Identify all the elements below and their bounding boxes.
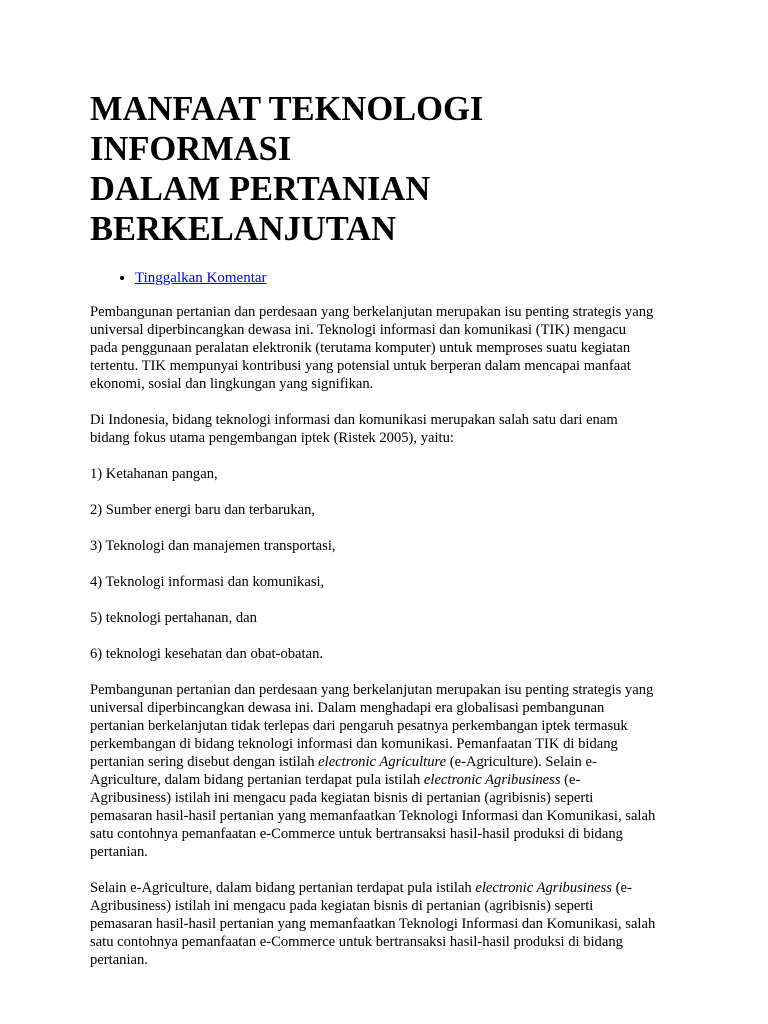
term-electronic-agribusiness: electronic Agribusiness — [423, 772, 561, 788]
title-line-2: DALAM PERTANIAN BERKELANJUTAN — [90, 170, 431, 248]
page-title — [90, 89, 688, 249]
focus-item-6: 6) teknologi kesehatan dan obat-obatan. — [90, 646, 324, 662]
post-meta-item — [135, 269, 688, 287]
article-body — [90, 303, 688, 969]
term-electronic-agriculture: electronic Agriculture — [318, 754, 447, 770]
term-electronic-agribusiness: electronic Agribusiness — [475, 880, 612, 896]
paragraph-intro: Pembangunan pertanian dan perdesaan yang berkelanjutan merupakan isu penting strategis yang universal diperbincangkan dewasa ini. Teknologi informasi dan komunikasi (TIK) mengacu pada penggunaan peralatan elektronik (terutama komputer) untuk memproses suatu kegiatan tertentu. TIK mempunyai kontribusi yang potensial untuk berperan dalam mencapai manfaat ekonomi, sosial dan lingkungan yang signifikan. — [90, 304, 654, 392]
leave-comment-link[interactable]: Tinggalkan Komentar — [135, 270, 267, 286]
paragraph-e-agribusiness: Selain e-Agriculture, dalam bidang pertanian terdapat pula istilah electronic Agribusiness (e- Agribusiness) istilah ini mengacu pada kegiatan bisnis di pertanian (agribisnis) seperti pemasaran hasil-hasil pertanian yang memanfaatkan Teknologi Informasi dan Komunikasi, salah satu contohnya pemanfaatan e-Commerce untuk bertransaksi hasil-hasil produksi di bidang pertanian. — [90, 880, 656, 968]
focus-item-1: 1) Ketahanan pangan, — [90, 466, 218, 482]
focus-item-4: 4) Teknologi informasi dan komunikasi, — [90, 574, 325, 590]
title-line-1: MANFAAT TEKNOLOGI INFORMASI — [90, 90, 484, 168]
focus-item-5: 5) teknologi pertahanan, dan — [90, 610, 257, 626]
focus-item-3: 3) Teknologi dan manajemen transportasi, — [90, 538, 336, 554]
paragraph-e-agriculture: Pembangunan pertanian dan perdesaan yang berkelanjutan merupakan isu penting strategis yang universal diperbincangkan dewasa ini. Dalam menghadapi era globalisasi pembangunan pertanian berkelanjutan tidak terlepas dari pengaruh pesatnya perkembangan iptek termasuk perkembangan di bidang teknologi informasi dan komunikasi. Pemanfaatan TIK di bidang pertanian sering disebut dengan istilah electronic Agriculture (e-Agriculture). Selain e- Agriculture, dalam bidang pertanian terdapat pula istilah electronic Agribusiness (e- Agribusiness) istilah ini mengacu pada kegiatan bisnis di pertanian (agribisnis) seperti pemasaran hasil-hasil pertanian yang memanfaatkan Teknologi Informasi dan Komunikasi, salah satu contohnya pemanfaatan e-Commerce untuk bertransaksi hasil-hasil produksi di bidang pertanian. — [90, 682, 656, 860]
focus-item-2: 2) Sumber energi baru dan terbarukan, — [90, 502, 316, 518]
post-meta-list — [90, 269, 688, 287]
paragraph-indonesia: Di Indonesia, bidang teknologi informasi dan komunikasi merupakan salah satu dari enam bidang fokus utama pengembangan iptek (Ristek 2005), yaitu: — [90, 412, 618, 446]
